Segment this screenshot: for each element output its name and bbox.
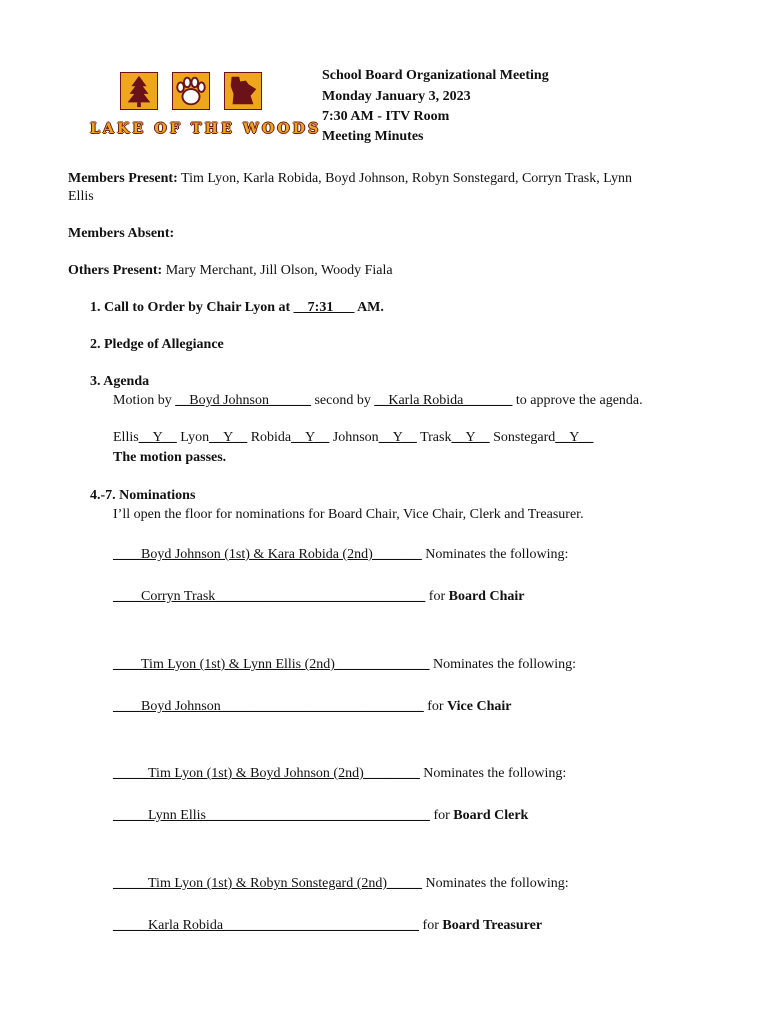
nominates-text: Nominates the following: [429,657,577,672]
meeting-title: School Board Organizational Meeting [322,68,549,83]
voter-name: Ellis [113,430,139,445]
vote-value: __Y__ [378,430,417,445]
nomination-treasurer-nominators [113,876,569,892]
logo-wordmark: LAKE OF THE WOODS [90,121,322,137]
for-text: for [423,699,448,714]
nomination-vice-chair-nominee [113,699,511,715]
nominates-text: Nominates the following: [421,547,569,562]
nominates-text: Nominates the following: [419,766,567,781]
pine-tree-icon [120,72,158,110]
nominee-name: ____Boyd Johnson_____________________________ [113,699,424,714]
nomination-chair-nominee [113,589,524,605]
nominations-heading: 4.-7. Nominations [90,488,196,503]
for-text: for [425,589,449,604]
voter-name: Trask [420,430,452,445]
call-to-order-time: __7:31___ [293,300,355,315]
voter-name: Johnson [332,430,379,445]
motion-purpose: to approve the agenda. [512,393,643,408]
voter-name: Sonstegard [493,430,556,445]
motion-by-name: __Boyd Johnson______ [175,393,311,408]
voter-name: Robida [250,430,292,445]
vote-value: __Y__ [138,430,177,445]
item-pledge: 2. Pledge of Allegiance [90,337,224,352]
office-title: Board Clerk [453,808,529,823]
call-to-order-suffix: AM. [354,300,384,315]
document-type: Meeting Minutes [322,129,424,144]
office-title: Board Treasurer [442,918,543,933]
nomination-vice-chair-nominators [113,657,576,673]
nomination-clerk-nominee [113,808,528,824]
vote-value: __Y__ [209,430,248,445]
motion-label: Motion by [113,393,176,408]
members-present-continued: Ellis [68,189,94,204]
office-title: Vice Chair [447,699,512,714]
nominee-name: ____Corryn Trask______________________________ [113,589,426,604]
agenda-motion [113,393,643,409]
nominee-name: _____Lynn Ellis________________________________ [113,808,430,823]
others-present [68,263,393,279]
item-agenda-heading: 3. Agenda [90,374,150,389]
bear-paw-icon [172,72,210,110]
nominations-intro: I’ll open the floor for nominations for Board Chair, Vice Chair, Clerk and Treasurer. [113,507,584,522]
members-absent-label: Members Absent: [68,226,175,241]
nominators-names: _____Tim Lyon (1st) & Boyd Johnson (2nd)________ [113,766,420,781]
nominates-text: Nominates the following: [422,876,569,891]
nomination-clerk-nominators [113,766,566,782]
others-present-names: Mary Merchant, Jill Olson, Woody Fiala [162,263,393,278]
agenda-vote-tally [113,430,593,446]
minnesota-state-icon [224,72,262,110]
item-call-to-order [90,300,384,316]
for-text: for [429,808,454,823]
meeting-time-location: 7:30 AM - ITV Room [322,109,450,124]
second-by-name: __Karla Robida_______ [374,393,513,408]
meeting-date: Monday January 3, 2023 [322,89,471,104]
vote-value: __Y__ [555,430,594,445]
voter-name: Lyon [180,430,210,445]
call-to-order-text: 1. Call to Order by Chair Lyon at [90,300,294,315]
agenda-motion-result: The motion passes. [113,450,227,465]
for-text: for [419,918,443,933]
members-present-names: Tim Lyon, Karla Robida, Boyd Johnson, Robyn Sonstegard, Corryn Trask, Lynn [177,171,633,186]
nominators-names: ____Boyd Johnson (1st) & Kara Robida (2nd)_______ [113,547,422,562]
members-present [68,171,632,187]
vote-value: __Y__ [451,430,490,445]
others-present-label: Others Present: [68,263,163,278]
vote-value: __Y__ [291,430,330,445]
office-title: Board Chair [448,589,525,604]
nomination-treasurer-nominee [113,918,542,934]
nominators-names: ____Tim Lyon (1st) & Lynn Ellis (2nd) _____________ [113,657,430,672]
second-label: second by [310,393,375,408]
nominators-names: _____Tim Lyon (1st) & Robyn Sonstegard (2nd)_____ [113,876,423,891]
members-present-label: Members Present: [68,171,178,186]
nomination-chair-nominators [113,547,568,563]
nominee-name: _____Karla Robida____________________________ [113,918,420,933]
